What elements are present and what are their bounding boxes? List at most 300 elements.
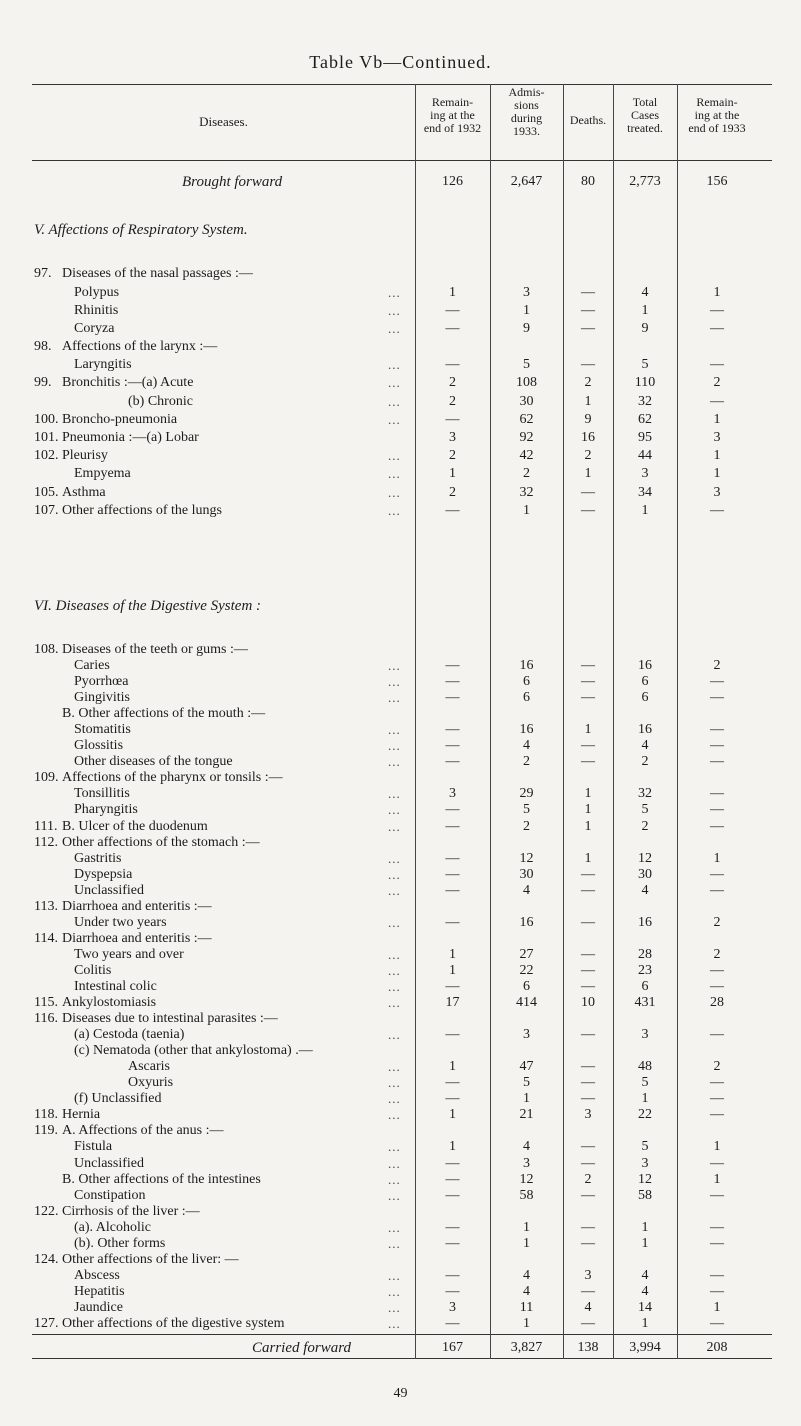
carried-forward-row [32, 1340, 772, 1360]
cell-value: — [581, 1139, 595, 1154]
cell-value: 32 [519, 485, 534, 500]
cell-value: 1 [523, 1236, 530, 1251]
table-row [32, 448, 772, 468]
cell-value: 1 [584, 786, 592, 801]
cell-value: 32 [638, 786, 652, 801]
cell-value: 3 [449, 1300, 456, 1315]
row-label: Unclassified [74, 883, 144, 898]
cell-value: 47 [519, 1059, 534, 1074]
cell-value: 1 [449, 1107, 456, 1122]
row-number: 113. [34, 899, 58, 914]
cell-value: 156 [706, 174, 728, 189]
cell-value: 5 [641, 802, 649, 817]
cell-value: 1 [584, 802, 592, 817]
header-total [613, 96, 677, 135]
leader-dots: ... [388, 357, 401, 372]
header-line: Remain- [696, 95, 738, 109]
cell-value: 4 [584, 1300, 592, 1315]
cell-value: — [581, 1156, 595, 1171]
table-title: Table Vb—Continued. [309, 52, 492, 72]
row-label: Gastritis [74, 851, 122, 866]
cell-value: 6 [641, 979, 649, 994]
section-title-respiratory [32, 222, 772, 242]
cell-value: — [445, 915, 460, 930]
leader-dots: ... [388, 1091, 401, 1106]
cell-value: — [710, 754, 724, 769]
row-label: Polypus [74, 285, 120, 300]
cell-value: — [445, 658, 460, 673]
cell-value: 3 [523, 1156, 530, 1171]
leader-dots: ... [388, 1139, 401, 1154]
header-rule [32, 160, 772, 161]
cell-value: 62 [638, 412, 652, 427]
cell-value: 3 [449, 786, 456, 801]
cell-value: 12 [519, 1172, 534, 1187]
cell-value: 58 [638, 1188, 652, 1203]
row-number: 100. [34, 412, 59, 427]
cell-value: 2 [584, 448, 592, 463]
cell-value: 1 [449, 1139, 456, 1154]
cell-value: 2 [641, 754, 649, 769]
cell-value: 4 [641, 1284, 649, 1299]
cell-value: 6 [523, 674, 530, 689]
cell-value: 5 [523, 357, 530, 372]
row-label: (f) Unclassified [74, 1091, 162, 1106]
table-row [32, 466, 772, 486]
leader-dots: ... [388, 1027, 401, 1042]
table-row [32, 321, 772, 341]
cell-value: 6 [641, 674, 649, 689]
cell-value: 5 [523, 1075, 530, 1090]
cell-value: 4 [641, 1268, 649, 1283]
row-label: Abscess [74, 1268, 120, 1283]
leader-dots: ... [388, 1172, 401, 1187]
cell-value: 2 [449, 394, 456, 409]
leader-dots: ... [388, 448, 401, 463]
cell-value: — [710, 1188, 724, 1203]
cell-value: — [445, 1284, 460, 1299]
header-line: ing at the [694, 108, 740, 122]
cell-value: — [581, 503, 595, 518]
leader-dots: ... [388, 674, 401, 689]
row-label: Glossitis [74, 738, 124, 753]
cell-value: 34 [638, 485, 652, 500]
cell-value: 28 [638, 947, 652, 962]
cell-value: — [581, 754, 595, 769]
cell-value: 9 [584, 412, 592, 427]
table-frame [32, 84, 772, 1359]
cell-value: — [445, 1156, 460, 1171]
cell-value: — [581, 285, 595, 300]
cell-value: — [581, 658, 595, 673]
cell-value: 3 [523, 1027, 530, 1042]
cell-value: 2 [713, 915, 721, 930]
row-number: 99. [34, 375, 52, 390]
row-label: Bronchitis :—(a) Acute [62, 375, 194, 390]
cell-value: 2 [713, 947, 721, 962]
row-label: Gingivitis [74, 690, 131, 705]
row-number: 115. [34, 995, 58, 1010]
cell-value: 4 [523, 883, 530, 898]
cell-value: — [581, 1027, 595, 1042]
cell-value: 3 [713, 485, 721, 500]
leader-dots: ... [388, 1220, 401, 1235]
cell-value: 1 [449, 963, 456, 978]
leader-dots: ... [388, 995, 401, 1010]
header-line: Admis- [508, 85, 545, 99]
cell-value: — [710, 883, 724, 898]
row-label: Tonsillitis [74, 786, 130, 801]
cell-value: — [581, 979, 595, 994]
row-label: Diarrhoea and enteritis :— [62, 931, 212, 946]
cell-value: 3,994 [629, 1340, 661, 1355]
cell-value: — [445, 1075, 460, 1090]
cell-value: 4 [523, 1268, 530, 1283]
cell-value: 2 [713, 375, 721, 390]
row-label: Colitis [74, 963, 112, 978]
table-row [32, 1316, 772, 1336]
row-number: 122. [34, 1204, 59, 1219]
cell-value: — [581, 738, 595, 753]
cell-value: — [710, 738, 724, 753]
cell-value: 4 [523, 738, 530, 753]
cell-value: 5 [641, 1139, 649, 1154]
header-admissions [490, 86, 563, 138]
leader-dots: ... [388, 466, 401, 481]
row-number: 118. [34, 1107, 58, 1122]
row-label: Caries [74, 658, 110, 673]
cell-value: 12 [519, 851, 534, 866]
leader-dots: ... [388, 963, 401, 978]
leader-dots: ... [388, 658, 401, 673]
row-label: Laryngitis [74, 357, 132, 372]
cell-value: 2 [449, 448, 456, 463]
cell-value: 12 [638, 1172, 652, 1187]
cell-value: — [445, 1172, 460, 1187]
leader-dots: ... [388, 947, 401, 962]
cell-value: 2 [523, 754, 530, 769]
header-line: Deaths. [569, 113, 607, 127]
row-label: Constipation [74, 1188, 146, 1203]
cell-value: 62 [519, 412, 534, 427]
cell-value: 27 [519, 947, 534, 962]
carried-forward-label: Carried forward [252, 1340, 352, 1356]
cell-value: — [445, 303, 460, 318]
cell-value: 5 [523, 802, 530, 817]
row-label: Pyorrhœa [74, 674, 129, 689]
cell-value: — [581, 674, 595, 689]
cell-value: — [445, 851, 460, 866]
cell-value: — [581, 1220, 595, 1235]
cell-value: — [445, 867, 460, 882]
cell-value: 6 [523, 690, 530, 705]
cell-value: — [581, 883, 595, 898]
cell-value: 1 [641, 503, 649, 518]
cell-value: — [710, 690, 724, 705]
cell-value: 4 [641, 883, 649, 898]
row-label: (c) Nematoda (other that ankylostoma) .— [74, 1043, 313, 1058]
row-label: Other diseases of the tongue [74, 754, 233, 769]
cell-value: — [710, 722, 724, 737]
leader-dots: ... [388, 412, 401, 427]
table-row [32, 394, 772, 414]
cell-value: — [710, 394, 724, 409]
cell-value: — [581, 485, 595, 500]
cell-value: 16 [519, 915, 534, 930]
cell-value: — [710, 674, 724, 689]
table-row [32, 266, 772, 286]
cell-value: 1 [641, 1316, 649, 1331]
row-number: 124. [34, 1252, 59, 1267]
row-label: Hepatitis [74, 1284, 125, 1299]
cell-value: 1 [584, 819, 592, 834]
cell-value: — [710, 1156, 724, 1171]
cell-value: — [445, 754, 460, 769]
cell-value: 1 [449, 947, 456, 962]
cell-value: 1 [641, 1236, 649, 1251]
cell-value: 10 [581, 995, 595, 1010]
cell-value: — [710, 802, 724, 817]
row-number: 112. [34, 835, 58, 850]
cell-value: 48 [638, 1059, 652, 1074]
cell-value: — [581, 1075, 595, 1090]
row-number: 108. [34, 642, 59, 657]
row-label: Pneumonia :—(a) Lobar [62, 430, 199, 445]
cell-value: 414 [516, 995, 537, 1010]
leader-dots: ... [388, 1316, 401, 1331]
cell-value: 2 [584, 375, 592, 390]
cell-value: — [710, 1091, 724, 1106]
row-label: B. Other affections of the mouth :— [62, 706, 266, 721]
cell-value: 9 [523, 321, 530, 336]
row-label: Pharyngitis [74, 802, 138, 817]
cell-value: 5 [641, 357, 649, 372]
cell-value: 2 [449, 485, 456, 500]
cell-value: — [581, 1316, 595, 1331]
row-label: Ascaris [128, 1059, 170, 1074]
cell-value: — [710, 321, 724, 336]
cell-value: — [710, 1075, 724, 1090]
cell-value: 14 [638, 1300, 652, 1315]
cell-value: 44 [638, 448, 652, 463]
cell-value: 28 [710, 995, 724, 1010]
cell-value: — [581, 303, 595, 318]
cell-value: 23 [638, 963, 652, 978]
cell-value: 2 [523, 819, 530, 834]
cell-value: 1 [713, 1172, 721, 1187]
header-line: Remain- [431, 95, 474, 109]
cell-value: 9 [641, 321, 649, 336]
header-line: end of 1933 [688, 121, 746, 135]
leader-dots: ... [388, 1075, 401, 1090]
cell-value: 1 [523, 503, 530, 518]
row-label: Dyspepsia [74, 867, 133, 882]
cell-value: 95 [638, 430, 652, 445]
cell-value: — [710, 867, 724, 882]
cell-value: — [710, 1268, 724, 1283]
row-label: Oxyuris [128, 1075, 174, 1090]
cell-value: 1 [449, 285, 456, 300]
cell-value: — [581, 867, 595, 882]
row-label: Intestinal colic [74, 979, 157, 994]
cell-value: — [445, 1236, 460, 1251]
cell-value: 1 [584, 466, 592, 481]
cell-value: 4 [523, 1139, 530, 1154]
table-row [32, 339, 772, 359]
leader-dots: ... [388, 1300, 401, 1315]
row-label: Cirrhosis of the liver :— [62, 1204, 200, 1219]
cell-value: — [445, 1316, 460, 1331]
cell-value: — [445, 503, 460, 518]
cell-value: — [710, 1236, 724, 1251]
cell-value: 3 [641, 1156, 649, 1171]
row-label: B. Ulcer of the duodenum [62, 819, 208, 834]
row-label: B. Other affections of the intestines [62, 1172, 261, 1187]
cell-value: 58 [519, 1188, 534, 1203]
leader-dots: ... [388, 690, 401, 705]
cell-value: — [581, 1236, 595, 1251]
cell-value: — [445, 738, 460, 753]
leader-dots: ... [388, 303, 401, 318]
cell-value: 2 [584, 1172, 592, 1187]
leader-dots: ... [388, 1188, 401, 1203]
brought-forward-row [32, 174, 772, 194]
cell-value: — [445, 1027, 460, 1042]
cell-value: 3 [584, 1268, 592, 1283]
cell-value: 5 [641, 1075, 649, 1090]
row-number: 105. [34, 485, 59, 500]
cell-value: 2 [523, 466, 530, 481]
row-label: (a). Alcoholic [74, 1220, 151, 1235]
header-line: Total [632, 95, 658, 109]
cell-value: 21 [519, 1107, 534, 1122]
header-line: during [510, 111, 543, 125]
cell-value: 1 [523, 1316, 530, 1331]
cell-value: 431 [634, 995, 656, 1010]
cell-value: 2 [449, 375, 456, 390]
cell-value: 1 [713, 1139, 721, 1154]
leader-dots: ... [388, 883, 401, 898]
cell-value: 1 [584, 722, 592, 737]
cell-value: — [710, 963, 724, 978]
row-number: 101. [34, 430, 59, 445]
row-number: 119. [34, 1123, 58, 1138]
header-line: 1933. [513, 124, 540, 138]
section-title-text: VI. Diseases of the Digestive System : [34, 598, 262, 614]
row-label: Empyema [74, 466, 131, 481]
cell-value: — [581, 1091, 595, 1106]
cell-value: 16 [638, 722, 652, 737]
cell-value: 1 [713, 466, 721, 481]
row-label: Diseases of the nasal passages :— [62, 266, 253, 281]
cell-value: 3 [523, 285, 530, 300]
row-number: 109. [34, 770, 59, 785]
leader-dots: ... [388, 1107, 401, 1122]
cell-value: 30 [638, 867, 652, 882]
row-label: (b) Chronic [128, 394, 193, 409]
leader-dots: ... [388, 819, 401, 834]
cell-value: 1 [641, 1091, 649, 1106]
cell-value: — [445, 802, 460, 817]
leader-dots: ... [388, 738, 401, 753]
cell-value: — [581, 1284, 595, 1299]
row-number: 107. [34, 503, 59, 518]
cell-value: — [581, 1188, 595, 1203]
cell-value: — [581, 915, 595, 930]
row-number: 102. [34, 448, 59, 463]
cell-value: 1 [449, 466, 456, 481]
row-label: Hernia [62, 1107, 101, 1122]
cell-value: 1 [523, 1220, 530, 1235]
row-label: Ankylostomiasis [62, 995, 157, 1010]
row-number: 114. [34, 931, 58, 946]
cell-value: 138 [577, 1340, 599, 1355]
cell-value: 30 [519, 867, 534, 882]
header-deaths [563, 114, 613, 127]
row-label: Diseases due to intestinal parasites :— [62, 1011, 278, 1026]
table-row [32, 485, 772, 505]
cell-value: 4 [641, 738, 649, 753]
leader-dots: ... [388, 485, 401, 500]
header-diseases: Diseases. [199, 114, 248, 129]
cell-value: — [445, 1091, 460, 1106]
cell-value: 3 [641, 1027, 649, 1042]
cell-value: — [445, 819, 460, 834]
leader-dots: ... [388, 979, 401, 994]
row-number: 127. [34, 1316, 59, 1331]
row-label: Fistula [74, 1139, 113, 1154]
cell-value: — [581, 690, 595, 705]
cell-value: 2 [713, 1059, 721, 1074]
header-remaining-end [677, 96, 757, 135]
leader-dots: ... [388, 285, 401, 300]
cell-value: 1 [713, 285, 721, 300]
cell-value: 4 [641, 285, 649, 300]
header-line: treated. [627, 121, 663, 135]
cell-value: — [710, 1284, 724, 1299]
table-row [32, 430, 772, 450]
cell-value: 3 [449, 430, 456, 445]
page-number: 49 [393, 1386, 408, 1401]
cell-value: 17 [445, 995, 460, 1010]
cell-value: — [710, 503, 724, 518]
cell-value: — [710, 1027, 724, 1042]
row-label: Broncho-pneumonia [62, 412, 178, 427]
table-row [32, 375, 772, 395]
cell-value: 3 [713, 430, 721, 445]
cell-value: 22 [638, 1107, 652, 1122]
header-line: ing at the [430, 108, 475, 122]
cell-value: 16 [638, 915, 652, 930]
row-number: 116. [34, 1011, 58, 1026]
cell-value: — [710, 1107, 724, 1122]
cell-value: — [581, 947, 595, 962]
leader-dots: ... [388, 375, 401, 390]
top-rule [32, 84, 772, 85]
row-label: Diarrhoea and enteritis :— [62, 899, 212, 914]
cell-value: — [445, 412, 460, 427]
cell-value: 3 [641, 466, 649, 481]
cell-value: — [445, 690, 460, 705]
row-label: Unclassified [74, 1156, 144, 1171]
cell-value: 42 [519, 448, 534, 463]
cell-value: — [581, 963, 595, 978]
cell-value: — [445, 1268, 460, 1283]
row-label: Coryza [74, 321, 115, 336]
cell-value: 1 [449, 1059, 456, 1074]
cell-value: 2 [641, 819, 649, 834]
row-label: Jaundice [74, 1300, 123, 1315]
